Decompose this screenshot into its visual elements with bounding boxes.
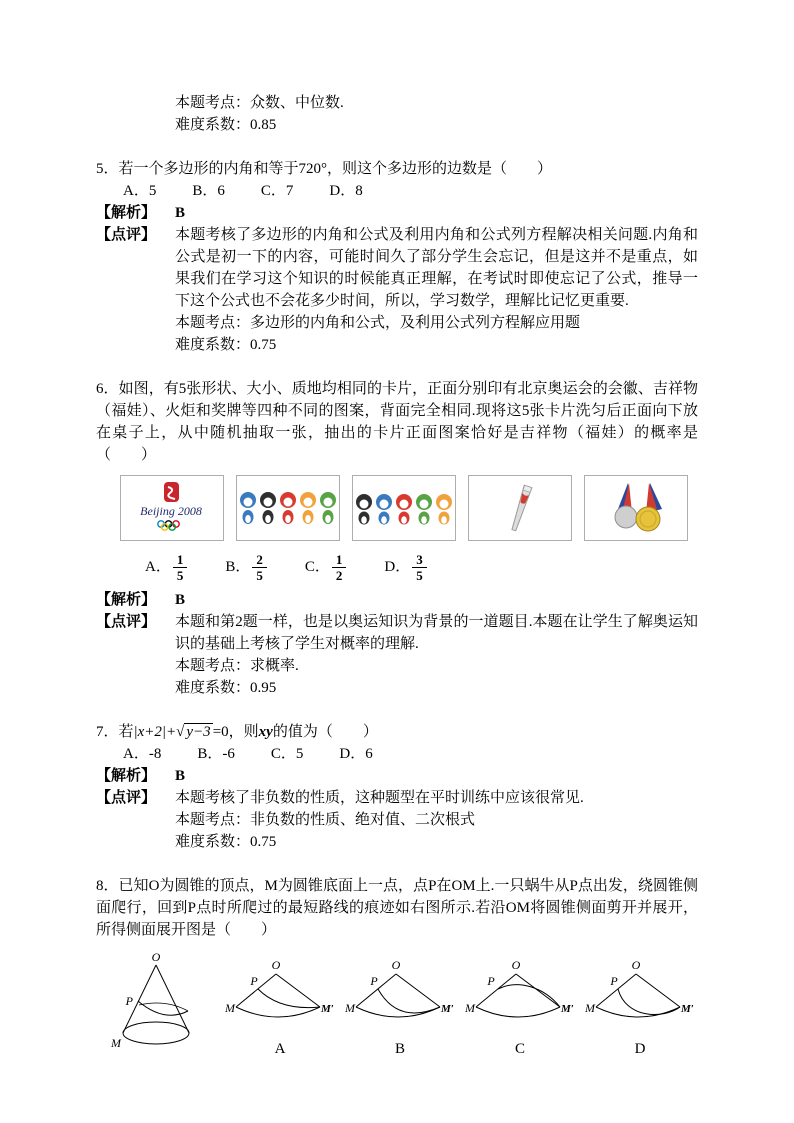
remark-label: 【点评】 [96, 614, 157, 630]
q7-abs-expression: |x+2|+ [133, 724, 177, 740]
q7-option-d: D．6 [339, 746, 373, 762]
fraction: $\frac{1}{2}$ [332, 552, 347, 583]
fan-a-label-m-prime: M′ [321, 1003, 334, 1015]
q7-option-b: B．-6 [197, 746, 235, 762]
q8-option-c-figure [464, 959, 576, 1058]
question-7-block [96, 721, 698, 853]
fraction: $\frac{1}{5}$ [173, 552, 188, 583]
q7-options [96, 743, 698, 765]
fan-a-label-p: P [250, 974, 258, 988]
fan-c-label-m-prime: M′ [561, 1003, 574, 1015]
fan-d-label-m: M [585, 1001, 595, 1015]
q5-remark-text: 本题考核了多边形的内角和公式及利用内角和公式列方程解决相关问题.内角和公式是初一下的内容，可能时间久了部分学生会忘记，但是这并不是重点，如果我们在学习这个知识的时候能真正理解，在考试时即使忘记了公式，推导一下这个公式也不会花多少时间，所以，学习数学，理解比记忆更重要. [175, 227, 698, 309]
q5-analysis-line [96, 202, 698, 224]
fan-diagram-b [344, 959, 456, 1033]
cone-label-m: M [111, 1036, 121, 1050]
olympic-rings-icon [158, 521, 179, 530]
cone-label-p: P [125, 994, 133, 1008]
q5-options [96, 180, 698, 202]
q7-option-c: C．5 [270, 746, 304, 762]
fuwa-mascots-icon-2 [353, 479, 455, 537]
fan-d-label-m-prime: M′ [681, 1003, 694, 1015]
q7-option-a: A．-8 [123, 746, 162, 762]
q5-difficulty: 难度系数：0.75 [175, 337, 277, 353]
fan-c-label-o: O [511, 959, 521, 972]
olympic-torch-icon [472, 479, 568, 537]
q7-question-prefix: 7．若 [96, 724, 134, 740]
q5-option-a: A．5 [123, 183, 157, 199]
q5-remark-line [96, 224, 698, 312]
emblem-text: Beijing 2008 [140, 504, 202, 518]
fan-diagram-a [224, 959, 336, 1033]
remark-label: 【点评】 [96, 227, 157, 243]
fan-b-label-m-prime: M′ [441, 1003, 454, 1015]
q8-option-d-figure [584, 959, 696, 1058]
fan-diagram-c [464, 959, 576, 1033]
q6-answer: B [175, 592, 186, 608]
q7-exam-point: 本题考点：非负数的性质、绝对值、二次根式 [175, 812, 476, 828]
fan-b-label-m: M [345, 1001, 355, 1015]
olympic-medals-image [584, 475, 688, 541]
q6-card-images [120, 475, 698, 541]
q5-option-d: D．8 [329, 183, 363, 199]
q7-remark-text: 本题考核了非负数的性质，这种题型在平时训练中应该很常见. [175, 790, 584, 806]
question-6-block [96, 378, 698, 699]
remark-label: 【点评】 [96, 790, 157, 806]
fuwa-mascots-image-2 [352, 475, 456, 541]
q6-option-b [225, 552, 267, 583]
fuwa-mascots-image [236, 475, 340, 541]
q7-question [96, 721, 698, 743]
olympic-medals-icon [588, 479, 684, 537]
q6-remark-line [96, 611, 698, 655]
q5-exam-point: 本题考点：多边形的内角和公式，及利用公式列方程解应用题 [175, 315, 581, 331]
q8-option-b-letter: B [394, 1041, 405, 1057]
fan-a-label-o: O [271, 959, 281, 972]
olympic-emblem-image [120, 475, 224, 541]
q6-option-d [384, 552, 426, 583]
fan-b-label-o: O [391, 959, 401, 972]
fan-a-label-m: M [225, 1001, 235, 1015]
q8-option-a-letter: A [274, 1041, 286, 1057]
q4-exam-point: 本题考点：众数、中位数. [175, 95, 344, 111]
q5-option-b: B．6 [192, 183, 225, 199]
q6-option-d-label: D． [384, 559, 411, 575]
fraction: $\frac{3}{5}$ [412, 552, 427, 583]
question-5-block [96, 158, 698, 356]
q6-question: 6．如图，有5张形状、大小、质地均相同的卡片，正面分别印有北京奥运会的会徽、吉祥物（福娃）、火炬和奖牌等四种不同的图案，背面完全相同.现将这5张卡片洗匀后正面向下放在桌子上，从中随机抽取一张，抽出的卡片正面图案恰好是吉祥物（福娃）的概率是（ ） [96, 381, 698, 463]
q7-xy-variable: xy [258, 724, 273, 740]
q6-remark-text: 本题和第2题一样，也是以奥运知识为背景的一道题目.本题在让学生了解奥运知识的基础上考核了学生对概率的理解. [175, 614, 698, 652]
analysis-label: 【解析】 [96, 768, 157, 784]
olympic-torch-image [468, 475, 572, 541]
fan-c-label-p: P [487, 974, 495, 988]
fan-d-label-o: O [631, 959, 641, 972]
fuwa-mascots-icon [237, 479, 339, 537]
q6-option-c [305, 552, 347, 583]
q7-remark-line [96, 787, 698, 809]
q6-options [96, 549, 698, 585]
radicand: y−3 [186, 724, 211, 740]
beijing-2008-emblem-icon [124, 479, 220, 537]
analysis-label: 【解析】 [96, 592, 157, 608]
fan-diagram-d [584, 959, 696, 1033]
cone-label-o: O [151, 951, 161, 964]
q8-option-c-letter: C [514, 1041, 525, 1057]
q8-figures [96, 951, 698, 1058]
q7-analysis-line [96, 765, 698, 787]
q6-option-a-label: A． [145, 559, 171, 575]
q7-question-mid: =0，则 [212, 724, 259, 740]
q5-question: 5．若一个多边形的内角和等于720°，则这个多边形的边数是（ ） [96, 161, 553, 177]
question-8-block [96, 875, 698, 1058]
q8-option-b-figure [344, 959, 456, 1058]
q7-question-suffix: 的值为（ ） [272, 724, 378, 740]
fan-d-label-p: P [610, 974, 618, 988]
radical-expression: √ y−3 [176, 724, 211, 740]
fan-b-label-p: P [370, 974, 378, 988]
q7-difficulty: 难度系数：0.75 [175, 834, 277, 850]
q6-option-a [145, 552, 187, 583]
q8-question: 8．已知O为圆锥的顶点，M为圆锥底面上一点，点P在OM上.一只蜗牛从P点出发，绕圆锥侧面爬行，回到P点时所爬过的最短路线的痕迹如右图所示.若沿OM将圆锥侧面剪开并展开，所得侧面展开图是（ ） [96, 878, 698, 938]
fraction: $\frac{2}{5}$ [252, 552, 267, 583]
q6-exam-point: 本题考点：求概率. [175, 658, 299, 674]
cone-diagram [96, 951, 216, 1051]
analysis-label: 【解析】 [96, 205, 157, 221]
q6-difficulty: 难度系数：0.95 [175, 680, 277, 696]
q8-option-a-figure [224, 959, 336, 1058]
q5-answer: B [175, 205, 186, 221]
q6-option-c-label: C． [304, 559, 330, 575]
q8-option-d-letter: D [634, 1041, 646, 1057]
q4-difficulty: 难度系数：0.85 [175, 117, 277, 133]
cone-figure [96, 951, 216, 1058]
q7-answer: B [175, 768, 186, 784]
q5-option-c: C．7 [260, 183, 294, 199]
fan-c-label-m: M [465, 1001, 475, 1015]
q6-option-b-label: B． [225, 559, 251, 575]
q6-analysis-line [96, 589, 698, 611]
